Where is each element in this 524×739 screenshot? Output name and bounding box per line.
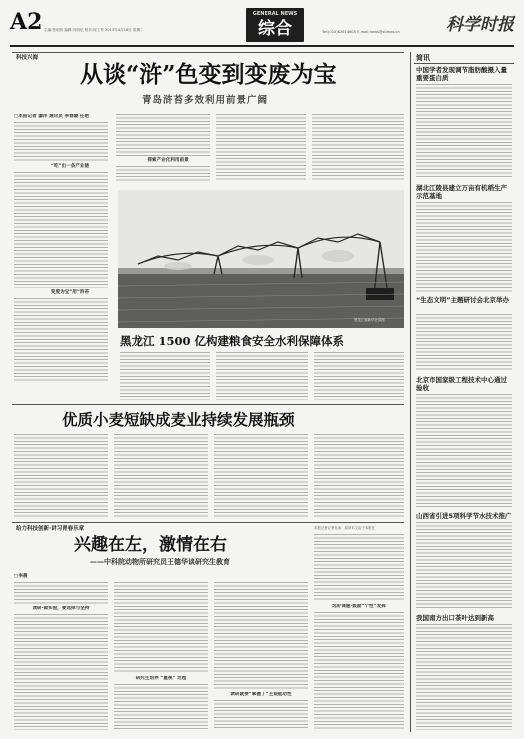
main-kicker: 科技兴海 xyxy=(16,55,39,61)
feature-subhead-4: 读研就要“掌握了”主观能动性 xyxy=(230,692,292,697)
feature-note: 本报记者记者吴冰：原来本文由于本报在 xyxy=(314,526,376,530)
sidebar xyxy=(414,52,514,732)
irrigation-photo xyxy=(118,190,404,328)
feature-rule xyxy=(12,522,404,523)
sidebar-section: 简讯 xyxy=(416,54,430,62)
contact-info: Tel:(010)82614605 E-mail:news@stimes.cn xyxy=(322,30,400,34)
feature-col-1b xyxy=(14,614,108,730)
main-col-1 xyxy=(14,122,108,162)
feature-subhead-2: 研究生培养 “重视” 过程 xyxy=(135,676,187,681)
main-col-4 xyxy=(312,114,404,182)
main-subheadline: 青岛浒苔多效利用前景广阔 xyxy=(142,95,269,106)
section-en: GENERAL NEWS xyxy=(252,11,298,17)
sidebar-item-body-5 xyxy=(416,522,512,610)
main-subhead-3: 变废为宝“用”浒苔 xyxy=(50,290,90,295)
feature-col-3 xyxy=(214,582,308,690)
feature-col-4b xyxy=(314,612,404,730)
story3-col-3 xyxy=(214,434,308,518)
paper-name: 科学时报 xyxy=(446,15,514,35)
main-col-2b xyxy=(116,166,210,182)
sidebar-item-body-6 xyxy=(416,624,512,730)
issue-info: 主编:张明伟 编辑:冯丽妃 校对:何工劳 2013年4月16日 星期二 xyxy=(44,28,144,32)
story2-col-1 xyxy=(120,352,210,400)
feature-kicker: 给力科技创新·讲习青春乐章 xyxy=(16,526,85,532)
sidebar-item-title-3: “生态文明”主题研讨会北京举办 xyxy=(416,296,510,304)
main-lead-label: □本报记者 廖洋 通讯员 李春璇 任艳 xyxy=(14,114,90,119)
sidebar-divider xyxy=(410,52,411,732)
irrigation-sprinkler-image xyxy=(118,190,404,328)
feature-col-2b xyxy=(114,684,208,730)
main-col-1c xyxy=(14,298,108,382)
story3-rule xyxy=(12,404,404,405)
sidebar-item-body-2 xyxy=(416,202,512,292)
sidebar-section-rule xyxy=(414,63,514,64)
story3-col-1 xyxy=(14,434,108,518)
sidebar-item-body-3 xyxy=(416,314,512,372)
sidebar-item-title-6: 我国南方出口茶叶达到新高 xyxy=(416,614,494,622)
sidebar-item-body-1 xyxy=(416,84,512,178)
feature-headline: 兴趣在左，激情在右 xyxy=(74,535,227,555)
masthead xyxy=(10,8,514,44)
story3-col-4 xyxy=(314,434,404,518)
masthead-rule xyxy=(10,45,514,47)
story3-col-2 xyxy=(114,434,208,518)
feature-col-2 xyxy=(114,582,208,674)
main-col-1b xyxy=(14,172,108,288)
sidebar-item-title-4: 北京市国家级工程技术中心通过验收 xyxy=(416,376,507,392)
story2-col-2 xyxy=(216,352,308,400)
feature-col-3b xyxy=(214,700,308,730)
feature-col-4 xyxy=(314,534,404,602)
page-number: A2 xyxy=(10,9,43,35)
main-col-2 xyxy=(116,114,210,158)
sidebar-item-title-1: 中国学者发现调节脂肪酸摄入量重要蛋白质 xyxy=(416,66,507,82)
main-col-3 xyxy=(216,114,306,182)
feature-col-1 xyxy=(14,582,108,604)
main-subhead-2: 探索产业化利用前景 xyxy=(147,158,189,163)
story2-headline: 黑龙江 1500 亿构建粮食安全水利保障体系 xyxy=(120,334,345,348)
main-subhead-1: “吃”出一条产业链 xyxy=(50,164,90,169)
main-headline: 从谈“浒”色变到变废为宝 xyxy=(80,61,337,88)
kicker-rule xyxy=(12,52,404,53)
feature-subhead-3: 选好课题·鼓励“个性”发挥 xyxy=(332,604,386,609)
photo-caption-tag: 黑龙江省新华社供图 xyxy=(354,318,385,322)
story3-headline: 优质小麦短缺成麦业持续发展瓶颈 xyxy=(62,410,295,429)
sidebar-item-title-2: 湖北江陵县建立万亩有机稻生产示范基地 xyxy=(416,184,507,200)
feature-subheadline: ——中科院动物所研究员王德华谈研究生教育 xyxy=(90,558,230,566)
sidebar-item-body-4 xyxy=(416,394,512,508)
section-badge xyxy=(246,8,304,42)
sidebar-item-title-5: 山西省引进5项科学节水技术推广 xyxy=(416,512,512,520)
section-zh: 综合 xyxy=(258,19,292,39)
feature-byline: □李晨 xyxy=(14,574,28,579)
story2-col-3 xyxy=(314,352,404,400)
feature-subhead-1: 读研·做实验，要选择与坚持 xyxy=(32,606,90,611)
